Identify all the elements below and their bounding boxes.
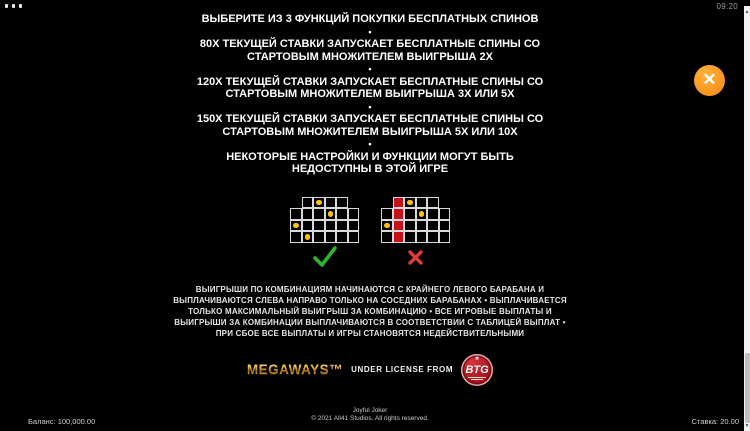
menu-icon[interactable] bbox=[5, 4, 22, 8]
bullet-separator: • bbox=[368, 26, 372, 37]
reel-cell bbox=[416, 208, 428, 220]
check-icon bbox=[311, 246, 338, 269]
symbol-dot-icon bbox=[293, 223, 299, 229]
invalid-combination-diagram bbox=[381, 197, 450, 267]
settings-note bbox=[0, 151, 740, 176]
license-row bbox=[0, 352, 740, 388]
reel-cell bbox=[336, 231, 348, 243]
scrollbar[interactable] bbox=[744, 6, 750, 431]
balance-label: Баланс: 100,000.00 bbox=[28, 417, 96, 426]
reel-cell bbox=[348, 231, 360, 243]
scrollbar-up-icon[interactable]: ▲ bbox=[744, 9, 750, 15]
paytable-rules-line: ВЫПЛАЧИВАЮТСЯ СЛЕВА НАПРАВО ТОЛЬКО НА СОСЕДНИХ БАРАБАНАХ • ВЫПЛАЧИВАЕТСЯ bbox=[173, 295, 567, 305]
paytable-rules-line: ВЫИГРЫШИ ЗА КОМБИНАЦИИ ВЫПЛАЧИВАЮТСЯ В СООТВЕТСТВИИ С ТАБЛИЦЕЙ ВЫПЛАТ • bbox=[174, 317, 566, 327]
info-content bbox=[0, 13, 740, 388]
reel-cell bbox=[427, 231, 439, 243]
scrollbar-down-icon[interactable]: ▼ bbox=[744, 423, 750, 429]
bullet-separator: • bbox=[368, 101, 372, 112]
reel-cell bbox=[404, 231, 416, 243]
reel-cell bbox=[439, 208, 451, 220]
reel-cell bbox=[325, 220, 337, 232]
bullet-separator: • bbox=[368, 139, 372, 149]
btg-logo bbox=[461, 354, 493, 386]
rule-150x bbox=[0, 113, 740, 138]
symbol-dot-icon bbox=[305, 234, 311, 240]
valid-reel-grid bbox=[290, 197, 359, 243]
game-title: Joyful Joker bbox=[352, 407, 388, 414]
reel-cell bbox=[393, 220, 405, 232]
rule-line: 150X ТЕКУЩЕЙ СТАВКИ ЗАПУСКАЕТ БЕСПЛАТНЫЕ СПИНЫ СО bbox=[196, 113, 544, 125]
reel-cell bbox=[348, 220, 360, 232]
reel-cell bbox=[302, 208, 314, 220]
reel-cell bbox=[393, 208, 405, 220]
page-title: ВЫБЕРИТЕ ИЗ 3 ФУНКЦИЙ ПОКУПКИ БЕСПЛАТНЫХ СПИНОВ bbox=[201, 13, 539, 25]
paytable-rules-line: ВЫИГРЫШИ ПО КОМБИНАЦИЯМ НАЧИНАЮТСЯ С КРАЙНЕГО ЛЕВОГО БАРАБАНА И bbox=[195, 284, 545, 294]
rule-line: СТАРТОВЫМ МНОЖИТЕЛЕМ ВЫИГРЫША 2X bbox=[247, 50, 493, 63]
reel-cell bbox=[302, 220, 314, 232]
reel-cell bbox=[313, 231, 325, 243]
symbol-dot-icon bbox=[407, 200, 413, 206]
reel-cell bbox=[313, 220, 325, 232]
reel-cell bbox=[336, 220, 348, 232]
reel-cell bbox=[439, 220, 451, 232]
reel-cell bbox=[393, 197, 405, 209]
reel-cell bbox=[336, 208, 348, 220]
cross-icon bbox=[406, 248, 425, 267]
symbol-dot-icon bbox=[328, 211, 334, 217]
reel-cell bbox=[325, 208, 337, 220]
reel-cell bbox=[290, 208, 302, 220]
reel-cell bbox=[404, 197, 416, 209]
win-diagrams bbox=[0, 197, 740, 269]
rule-line: СТАРТОВЫМ МНОЖИТЕЛЕМ ВЫИГРЫША 5X ИЛИ 10X bbox=[222, 125, 518, 138]
symbol-dot-icon bbox=[419, 211, 425, 217]
paytable-rules-line: ТОЛЬКО МАКСИМАЛЬНЫЙ ВЫИГРЫШ ЗА КОМБИНАЦИЮ • ВСЕ ИГРОВЫЕ ВЫПЛАТЫ И bbox=[188, 306, 552, 316]
bullet-separator: • bbox=[368, 64, 372, 74]
stake-label: Ставка: 20.00 bbox=[691, 417, 739, 426]
reel-cell bbox=[302, 231, 314, 243]
rule-line: СТАРТОВЫМ МНОЖИТЕЛЕМ ВЫИГРЫША 3X ИЛИ 5X bbox=[225, 88, 515, 100]
reel-cell bbox=[404, 208, 416, 220]
reel-cell bbox=[404, 220, 416, 232]
symbol-dot-icon bbox=[316, 200, 322, 206]
clock-label: 09:20 bbox=[716, 2, 738, 11]
close-icon: ✕ bbox=[702, 70, 717, 89]
invalid-reel-grid bbox=[381, 197, 450, 243]
reel-cell bbox=[313, 197, 325, 209]
scrollbar-thumb[interactable] bbox=[745, 353, 750, 423]
rule-line: 80X ТЕКУЩЕЙ СТАВКИ ЗАПУСКАЕТ БЕСПЛАТНЫЕ СПИНЫ СО bbox=[199, 38, 541, 50]
reel-cell bbox=[290, 231, 302, 243]
megaways-logo: MEGAWAYS™ bbox=[246, 362, 344, 377]
reel-cell bbox=[381, 208, 393, 220]
reel-cell bbox=[381, 220, 393, 232]
reel-cell bbox=[336, 197, 348, 209]
symbol-dot-icon bbox=[384, 223, 390, 229]
reel-cell bbox=[427, 197, 439, 209]
btg-logo-text: BTG bbox=[465, 364, 489, 376]
reel-cell bbox=[393, 231, 405, 243]
reel-cell bbox=[427, 220, 439, 232]
copyright: © 2021 All41 Studios. All rights reserved. bbox=[311, 414, 429, 422]
reel-cell bbox=[439, 231, 451, 243]
reel-cell bbox=[325, 231, 337, 243]
btg-logo-lines bbox=[468, 376, 486, 381]
reel-cell bbox=[325, 197, 337, 209]
reel-cell bbox=[313, 208, 325, 220]
reel-cell bbox=[416, 220, 428, 232]
paytable-rules-line: ПРИ СБОЕ ВСЕ ВЫПЛАТЫ И ИГРЫ СТАНОВЯТСЯ НЕДЕЙСТВИТЕЛЬНЫМИ bbox=[215, 328, 525, 338]
rule-line: 120X ТЕКУЩЕЙ СТАВКИ ЗАПУСКАЕТ БЕСПЛАТНЫЕ СПИНЫ СО bbox=[196, 75, 544, 88]
rule-line: НЕКОТОРЫЕ НАСТРОЙКИ И ФУНКЦИИ МОГУТ БЫТЬ bbox=[226, 150, 514, 163]
reel-cell bbox=[427, 208, 439, 220]
reel-cell bbox=[290, 220, 302, 232]
reel-cell bbox=[416, 231, 428, 243]
btg-star-icon: ★ bbox=[474, 356, 480, 362]
reel-cell bbox=[302, 197, 314, 209]
rule-line: НЕДОСТУПНЫ В ЭТОЙ ИГРЕ bbox=[291, 163, 449, 175]
reel-cell bbox=[381, 231, 393, 243]
rule-120x bbox=[0, 76, 740, 101]
valid-combination-diagram bbox=[290, 197, 359, 269]
paytable-rules-text bbox=[0, 284, 740, 339]
under-license-label: UNDER LICENSE FROM bbox=[351, 365, 454, 374]
rule-80x bbox=[0, 38, 740, 63]
reel-cell bbox=[416, 197, 428, 209]
footer-center bbox=[0, 407, 740, 422]
reel-cell bbox=[348, 208, 360, 220]
